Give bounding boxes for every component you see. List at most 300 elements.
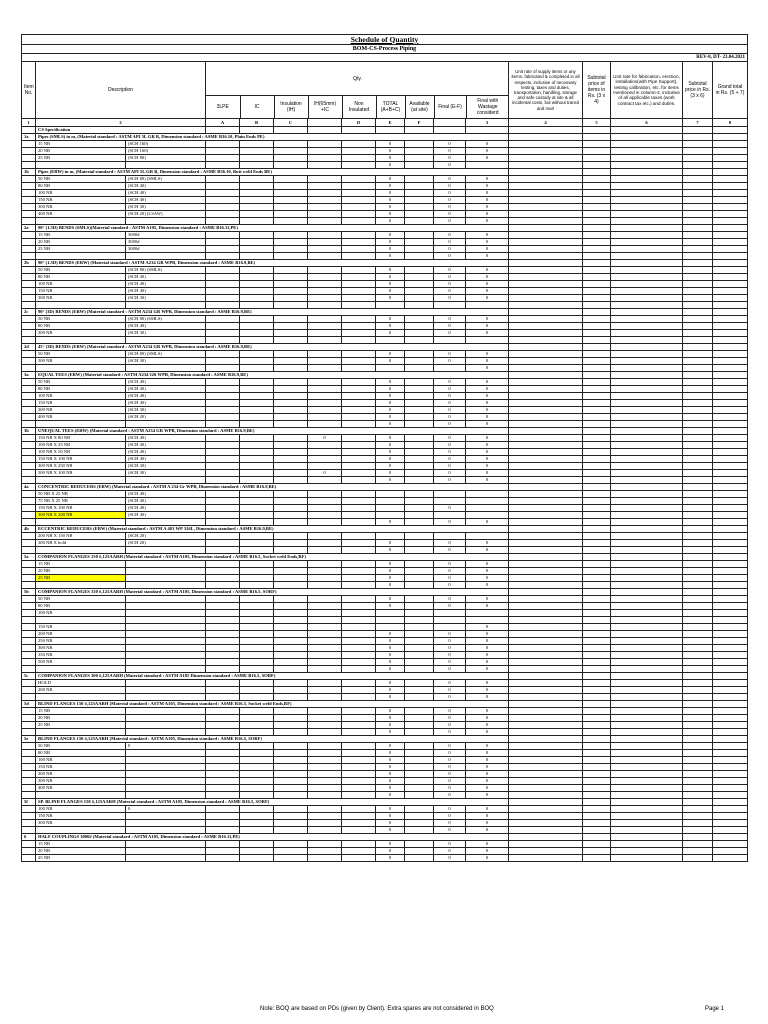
- qty-available: [405, 806, 434, 813]
- empty-cell: [583, 631, 611, 638]
- qty-final: 0: [434, 827, 466, 834]
- item-schedule: [126, 827, 206, 834]
- qty-ic: [240, 645, 274, 652]
- qty-3lpe: [206, 211, 240, 218]
- empty-cell: [713, 330, 748, 337]
- qty-ic: [240, 778, 274, 785]
- empty-cell: [22, 575, 36, 582]
- item-schedule: [126, 337, 206, 344]
- qty-ih: [308, 610, 342, 617]
- qty-total: 0: [376, 785, 405, 792]
- empty-cell: [611, 253, 683, 260]
- section-number: 3a: [22, 372, 36, 379]
- qty-non-insulated: [342, 330, 376, 337]
- item-size: [36, 218, 126, 225]
- qty-ih: [308, 785, 342, 792]
- empty-cell: [683, 617, 713, 624]
- qty-available: [405, 358, 434, 365]
- qty-final-wastage: 0: [466, 253, 509, 260]
- empty-cell: [683, 428, 713, 435]
- item-schedule: (SCH 30): [126, 295, 206, 302]
- qty-final: 0: [434, 386, 466, 393]
- empty-cell: [509, 148, 583, 155]
- section-title: COMPANION FLANGES 150 #,125AARH (Material standard : ASTM A105, Dimension standard : ASME B16.5, SORF): [36, 589, 509, 596]
- qty-ih: 0: [308, 470, 342, 477]
- qty-final-wastage: 0: [466, 561, 509, 568]
- empty-cell: [583, 778, 611, 785]
- empty-cell: [611, 190, 683, 197]
- qty-final-wastage: 0: [466, 386, 509, 393]
- qty-total: 0: [376, 407, 405, 414]
- qty-final-wastage: 0: [466, 519, 509, 526]
- empty-cell: [509, 834, 583, 841]
- item-size: 200 NB: [36, 631, 126, 638]
- qty-ic: [240, 358, 274, 365]
- qty-3lpe: [206, 176, 240, 183]
- qty-final-wastage: 0: [466, 141, 509, 148]
- empty-cell: [683, 827, 713, 834]
- qty-ic: [240, 855, 274, 862]
- table-row: [22, 379, 748, 386]
- empty-cell: [683, 463, 713, 470]
- section-row: [22, 428, 748, 435]
- table-row: [22, 729, 748, 736]
- qty-ic: [240, 162, 274, 169]
- qty-ic: [240, 666, 274, 673]
- qty-ih: [308, 512, 342, 519]
- empty-cell: [611, 365, 683, 372]
- empty-cell: [611, 407, 683, 414]
- table-row: [22, 512, 748, 519]
- qty-total: 0: [376, 708, 405, 715]
- qty-insulation: [274, 442, 308, 449]
- item-size: 20 NB: [36, 239, 126, 246]
- empty-cell: [683, 379, 713, 386]
- qty-total: 0: [376, 253, 405, 260]
- qty-non-insulated: [342, 631, 376, 638]
- empty-cell: [22, 848, 36, 855]
- empty-cell: [611, 386, 683, 393]
- empty-cell: [583, 687, 611, 694]
- qty-ic: [240, 218, 274, 225]
- empty-cell: [611, 680, 683, 687]
- empty-cell: [509, 561, 583, 568]
- qty-total: 0: [376, 820, 405, 827]
- qty-insulation: [274, 274, 308, 281]
- empty-cell: [611, 799, 683, 806]
- empty-cell: [22, 785, 36, 792]
- table-row: [22, 323, 748, 330]
- qty-final-wastage: 0: [466, 659, 509, 666]
- item-size: [36, 302, 126, 309]
- empty-cell: [583, 155, 611, 162]
- qty-insulation: [274, 400, 308, 407]
- qty-insulation: [274, 246, 308, 253]
- qty-3lpe: [206, 232, 240, 239]
- qty-available: [405, 295, 434, 302]
- qty-3lpe: [206, 351, 240, 358]
- empty-cell: [509, 169, 583, 176]
- empty-cell: [583, 141, 611, 148]
- item-schedule: [126, 722, 206, 729]
- empty-cell: [683, 750, 713, 757]
- item-size: 25 NB: [36, 575, 126, 582]
- empty-cell: [583, 848, 611, 855]
- empty-cell: [583, 575, 611, 582]
- item-schedule: (SCH 20): [126, 414, 206, 421]
- section-title: 90° (1.5D) BENDS (SMLS)(Material standard : ASTM A105, Dimension standard : ASME B16.11,PE): [36, 225, 509, 232]
- empty-cell: [583, 645, 611, 652]
- qty-3lpe: [206, 393, 240, 400]
- qty-available: [405, 785, 434, 792]
- item-schedule: 3000#: [126, 239, 206, 246]
- item-size: 50 NB: [36, 267, 126, 274]
- qty-final: [434, 512, 466, 519]
- qty-non-insulated: [342, 715, 376, 722]
- qty-insulation: [274, 449, 308, 456]
- empty-cell: [509, 141, 583, 148]
- qty-total: 0: [376, 351, 405, 358]
- qty-total: 0: [376, 645, 405, 652]
- qty-ih: [308, 218, 342, 225]
- item-size: [36, 365, 126, 372]
- empty-cell: [22, 827, 36, 834]
- qty-ic: [240, 267, 274, 274]
- qty-total: 0: [376, 568, 405, 575]
- empty-cell: [683, 533, 713, 540]
- qty-insulation: [274, 407, 308, 414]
- empty-cell: [583, 624, 611, 631]
- qty-insulation: [274, 806, 308, 813]
- qty-available: [405, 666, 434, 673]
- item-schedule: [126, 421, 206, 428]
- table-row: [22, 246, 748, 253]
- qty-3lpe: [206, 498, 240, 505]
- qty-non-insulated: [342, 806, 376, 813]
- qty-insulation: [274, 813, 308, 820]
- empty-cell: [509, 708, 583, 715]
- qty-3lpe: [206, 218, 240, 225]
- qty-total: 0: [376, 400, 405, 407]
- qty-available: [405, 645, 434, 652]
- qty-final: 0: [434, 694, 466, 701]
- qty-final: 0: [434, 141, 466, 148]
- qty-ih: [308, 540, 342, 547]
- qty-final-wastage: 0: [466, 239, 509, 246]
- item-schedule: (SCH 30): [126, 358, 206, 365]
- qty-available: [405, 148, 434, 155]
- empty-cell: [583, 834, 611, 841]
- empty-cell: [611, 540, 683, 547]
- qty-non-insulated: [342, 645, 376, 652]
- qty-total: 0: [376, 582, 405, 589]
- empty-cell: [509, 694, 583, 701]
- empty-cell: [611, 554, 683, 561]
- empty-cell: [583, 435, 611, 442]
- empty-cell: [22, 491, 36, 498]
- qty-final: 0: [434, 729, 466, 736]
- section-number: 3b: [22, 428, 36, 435]
- item-size: 300 NB X 200 NB: [36, 512, 126, 519]
- qty-3lpe: [206, 288, 240, 295]
- qty-total: [376, 491, 405, 498]
- qty-final: [434, 365, 466, 372]
- qty-3lpe: [206, 561, 240, 568]
- qty-3lpe: [206, 715, 240, 722]
- qty-ic: [240, 316, 274, 323]
- empty-cell: [611, 673, 683, 680]
- empty-cell: [509, 715, 583, 722]
- item-schedule: (SCH 40): [126, 442, 206, 449]
- empty-cell: [583, 694, 611, 701]
- item-schedule: [126, 708, 206, 715]
- empty-cell: [22, 645, 36, 652]
- empty-cell: [683, 659, 713, 666]
- qty-non-insulated: [342, 638, 376, 645]
- qty-non-insulated: [342, 540, 376, 547]
- qty-insulation: [274, 820, 308, 827]
- empty-cell: [683, 596, 713, 603]
- empty-cell: [611, 246, 683, 253]
- qty-total: 0: [376, 561, 405, 568]
- qty-available: [405, 778, 434, 785]
- qty-3lpe: [206, 827, 240, 834]
- empty-cell: [22, 687, 36, 694]
- col-number: 2: [36, 119, 206, 127]
- qty-total: 0: [376, 666, 405, 673]
- qty-available: [405, 330, 434, 337]
- qty-non-insulated: [342, 694, 376, 701]
- item-schedule: (SCH 30): [126, 204, 206, 211]
- item-size: 300 NB: [36, 204, 126, 211]
- qty-total: [376, 624, 405, 631]
- section-number: 4b: [22, 526, 36, 533]
- column-number-row: [22, 119, 748, 127]
- qty-final-wastage: [466, 533, 509, 540]
- empty-cell: [22, 330, 36, 337]
- qty-non-insulated: [342, 477, 376, 484]
- empty-cell: [583, 281, 611, 288]
- qty-3lpe: [206, 155, 240, 162]
- table-row: [22, 498, 748, 505]
- table-row: [22, 792, 748, 799]
- qty-insulation: [274, 848, 308, 855]
- qty-ih: [308, 414, 342, 421]
- table-row: [22, 204, 748, 211]
- empty-cell: [713, 624, 748, 631]
- qty-final-wastage: 0: [466, 694, 509, 701]
- qty-3lpe: [206, 778, 240, 785]
- qty-non-insulated: [342, 365, 376, 372]
- qty-total: 0: [376, 729, 405, 736]
- table-row: [22, 638, 748, 645]
- item-schedule: [126, 848, 206, 855]
- empty-cell: [713, 834, 748, 841]
- empty-cell: [713, 351, 748, 358]
- empty-cell: [683, 477, 713, 484]
- qty-3lpe: [206, 295, 240, 302]
- empty-cell: [509, 757, 583, 764]
- qty-3lpe: [206, 400, 240, 407]
- qty-ic: [240, 792, 274, 799]
- qty-ih: [308, 176, 342, 183]
- table-row: [22, 652, 748, 659]
- section-number: 1b: [22, 169, 36, 176]
- empty-cell: [583, 652, 611, 659]
- item-size: 300 NB: [36, 330, 126, 337]
- empty-cell: [611, 316, 683, 323]
- col-number: B: [240, 119, 274, 127]
- empty-cell: [683, 736, 713, 743]
- empty-cell: [611, 302, 683, 309]
- qty-non-insulated: [342, 568, 376, 575]
- empty-cell: [509, 288, 583, 295]
- qty-ic: [240, 246, 274, 253]
- qty-3lpe: [206, 785, 240, 792]
- item-schedule: (SCH 40): [126, 386, 206, 393]
- table-row: [22, 176, 748, 183]
- section-number: 2a: [22, 225, 36, 232]
- qty-final-wastage: [466, 302, 509, 309]
- section-number: 5c: [22, 673, 36, 680]
- qty-insulation: [274, 183, 308, 190]
- empty-cell: [509, 232, 583, 239]
- empty-cell: [583, 274, 611, 281]
- qty-insulation: [274, 435, 308, 442]
- qty-non-insulated: [342, 708, 376, 715]
- empty-cell: [713, 554, 748, 561]
- empty-cell: [713, 246, 748, 253]
- qty-available: [405, 505, 434, 512]
- qty-final: [434, 498, 466, 505]
- qty-final: 0: [434, 820, 466, 827]
- empty-cell: [583, 533, 611, 540]
- qty-ih: [308, 631, 342, 638]
- empty-cell: [683, 729, 713, 736]
- empty-cell: [683, 358, 713, 365]
- qty-final-wastage: 0: [466, 715, 509, 722]
- qty-3lpe: [206, 414, 240, 421]
- empty-cell: [611, 470, 683, 477]
- item-schedule: [126, 162, 206, 169]
- empty-cell: [713, 134, 748, 141]
- qty-ih: [308, 246, 342, 253]
- qty-3lpe: [206, 680, 240, 687]
- qty-insulation: [274, 785, 308, 792]
- qty-final-wastage: [466, 617, 509, 624]
- qty-final-wastage: 0: [466, 463, 509, 470]
- qty-ic: [240, 519, 274, 526]
- empty-cell: [509, 589, 583, 596]
- qty-ih: [308, 757, 342, 764]
- qty-final: [434, 617, 466, 624]
- qty-final: [434, 624, 466, 631]
- qty-non-insulated: [342, 785, 376, 792]
- qty-ic: [240, 638, 274, 645]
- section-row: [22, 309, 748, 316]
- qty-final: 0: [434, 505, 466, 512]
- empty-cell: [683, 652, 713, 659]
- empty-cell: [509, 428, 583, 435]
- empty-cell: [22, 337, 36, 344]
- item-size: 150 NB: [36, 288, 126, 295]
- empty-cell: [683, 316, 713, 323]
- qty-3lpe: [206, 638, 240, 645]
- item-size: 150 NB: [36, 764, 126, 771]
- empty-cell: [683, 694, 713, 701]
- empty-cell: [583, 393, 611, 400]
- empty-cell: [22, 288, 36, 295]
- qty-non-insulated: [342, 386, 376, 393]
- qty-ih: [308, 274, 342, 281]
- qty-non-insulated: [342, 253, 376, 260]
- empty-cell: [713, 764, 748, 771]
- empty-cell: [583, 715, 611, 722]
- empty-cell: [683, 785, 713, 792]
- qty-3lpe: [206, 302, 240, 309]
- qty-final: 0: [434, 421, 466, 428]
- item-schedule: [126, 631, 206, 638]
- empty-cell: [509, 197, 583, 204]
- empty-cell: [611, 848, 683, 855]
- qty-ic: [240, 512, 274, 519]
- empty-cell: [509, 659, 583, 666]
- qty-available: [405, 442, 434, 449]
- qty-total: 0: [376, 176, 405, 183]
- item-schedule: [126, 757, 206, 764]
- qty-3lpe: [206, 617, 240, 624]
- qty-non-insulated: [342, 743, 376, 750]
- empty-cell: [683, 169, 713, 176]
- item-size: 300 NB X 250 NB: [36, 463, 126, 470]
- qty-available: [405, 631, 434, 638]
- empty-cell: [611, 183, 683, 190]
- empty-cell: [611, 652, 683, 659]
- empty-cell: [22, 421, 36, 428]
- qty-final-wastage: 0: [466, 435, 509, 442]
- qty-non-insulated: [342, 729, 376, 736]
- table-row: [22, 442, 748, 449]
- qty-total: 0: [376, 246, 405, 253]
- qty-ih: [308, 743, 342, 750]
- empty-cell: [683, 526, 713, 533]
- qty-ic: [240, 148, 274, 155]
- qty-final-wastage: 0: [466, 848, 509, 855]
- item-size: 50 NB X 25 NB: [36, 491, 126, 498]
- empty-cell: [509, 470, 583, 477]
- qty-available: [405, 617, 434, 624]
- empty-cell: [509, 162, 583, 169]
- qty-final: [434, 610, 466, 617]
- qty-available: [405, 183, 434, 190]
- qty-final: 0: [434, 323, 466, 330]
- item-schedule: (SCH 40): [126, 190, 206, 197]
- col-non-insulated: Non Insulated: [342, 96, 376, 118]
- table-row: [22, 778, 748, 785]
- qty-available: [405, 757, 434, 764]
- qty-available: [405, 211, 434, 218]
- empty-cell: [713, 470, 748, 477]
- empty-cell: [583, 253, 611, 260]
- empty-cell: [22, 183, 36, 190]
- empty-cell: [683, 813, 713, 820]
- empty-cell: [683, 792, 713, 799]
- empty-cell: [683, 407, 713, 414]
- item-schedule: (SCH 40): [126, 491, 206, 498]
- empty-cell: [611, 568, 683, 575]
- qty-ih: [308, 162, 342, 169]
- qty-non-insulated: [342, 659, 376, 666]
